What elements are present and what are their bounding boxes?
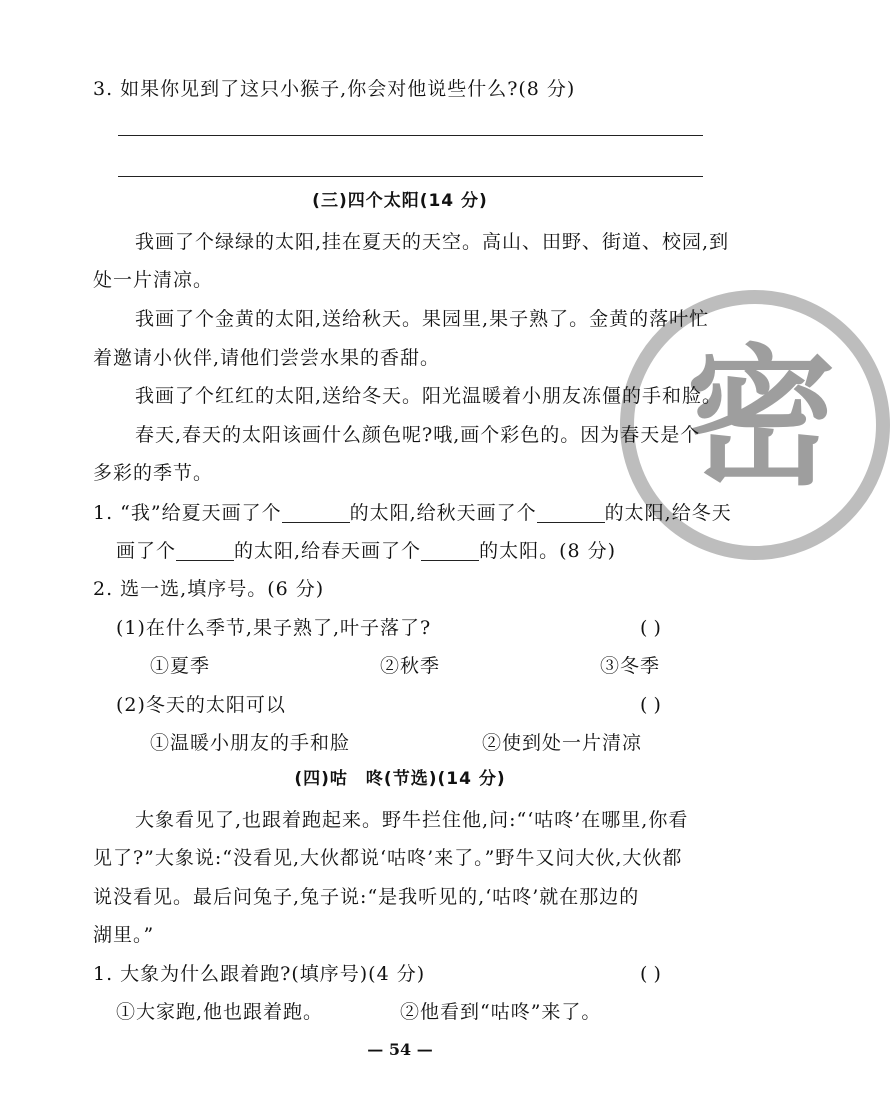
question-1-line-2 (116, 541, 616, 561)
q1-text-f: 的太阳。(8 分) (479, 540, 617, 562)
q1-text-e: 的太阳,给春天画了个 (234, 540, 422, 562)
question-3-prompt: 3. 如果你见到了这只小猴子,你会对他说些什么?(8 分) (93, 78, 576, 100)
passage-line: 我画了个红红的太阳,送给冬天。阳光温暖着小朋友冻僵的手和脸。 (135, 385, 723, 407)
blank-autumn[interactable] (537, 503, 605, 523)
passage-line: 我画了个绿绿的太阳,挂在夏天的天空。高山、田野、街道、校园,到 (135, 231, 730, 253)
option-summer[interactable]: ①夏季 (150, 655, 211, 677)
passage-line: 处一片清凉。 (93, 269, 214, 291)
q1-text-d: 画了个 (116, 540, 177, 562)
answer-line-2[interactable] (118, 176, 703, 177)
question-1-line-1 (93, 503, 732, 523)
q1-text-b: 的太阳,给秋天画了个 (349, 502, 537, 524)
q1-text-a: 1. “我”给夏天画了个 (93, 502, 282, 524)
section-4-question-1: 1. 大象为什么跟着跑?(填序号)(4 分) (93, 963, 426, 985)
option-warm-hands[interactable]: ①温暖小朋友的手和脸 (150, 732, 351, 754)
option-cool[interactable]: ②使到处一片清凉 (482, 732, 643, 754)
passage-line: 着邀请小伙伴,请他们尝尝水果的香甜。 (93, 347, 441, 369)
answer-parentheses-q2-1[interactable]: ( ) (640, 617, 661, 639)
question-2-title: 2. 选一选,填序号。(6 分) (93, 578, 325, 600)
question-2-sub-1: (1)在什么季节,果子熟了,叶子落了? (116, 617, 432, 639)
passage-line: 湖里。” (93, 924, 155, 946)
option-follow-others[interactable]: ①大家跑,他也跟着跑。 (116, 1001, 324, 1023)
q1-text-c: 的太阳,给冬天 (604, 502, 732, 524)
blank-summer[interactable] (282, 503, 350, 523)
passage-line: 我画了个金黄的太阳,送给秋天。果园里,果子熟了。金黄的落叶忙 (135, 308, 710, 330)
answer-parentheses-s4-q1[interactable]: ( ) (640, 963, 661, 985)
passage-line: 多彩的季节。 (93, 462, 214, 484)
stamp-character: 密 (686, 332, 837, 506)
passage-line: 说没看见。最后问兔子,兔子说:“是我听见的,‘咕咚’就在那边的 (93, 886, 640, 908)
option-saw-gudong[interactable]: ②他看到“咕咚”来了。 (400, 1001, 602, 1023)
section-3-title: (三)四个太阳(14 分) (312, 191, 488, 211)
passage-line: 大象看见了,也跟着跑起来。野牛拦住他,问:“‘咕咚’在哪里,你看 (135, 809, 689, 831)
option-winter[interactable]: ③冬季 (600, 655, 661, 677)
blank-winter[interactable] (176, 541, 234, 561)
option-autumn[interactable]: ②秋季 (380, 655, 441, 677)
answer-line-1[interactable] (118, 135, 703, 136)
blank-spring[interactable] (421, 541, 479, 561)
passage-line: 见了?”大象说:“没看见,大伙都说‘咕咚’来了。”野牛又问大伙,大伙都 (93, 847, 683, 869)
section-4-title: (四)咕 咚(节选)(14 分) (294, 769, 506, 789)
passage-line: 春天,春天的太阳该画什么颜色呢?哦,画个彩色的。因为春天是个 (135, 424, 701, 446)
page-number: — 54 — (367, 1040, 433, 1059)
answer-parentheses-q2-2[interactable]: ( ) (640, 694, 661, 716)
question-2-sub-2: (2)冬天的太阳可以 (116, 694, 286, 716)
